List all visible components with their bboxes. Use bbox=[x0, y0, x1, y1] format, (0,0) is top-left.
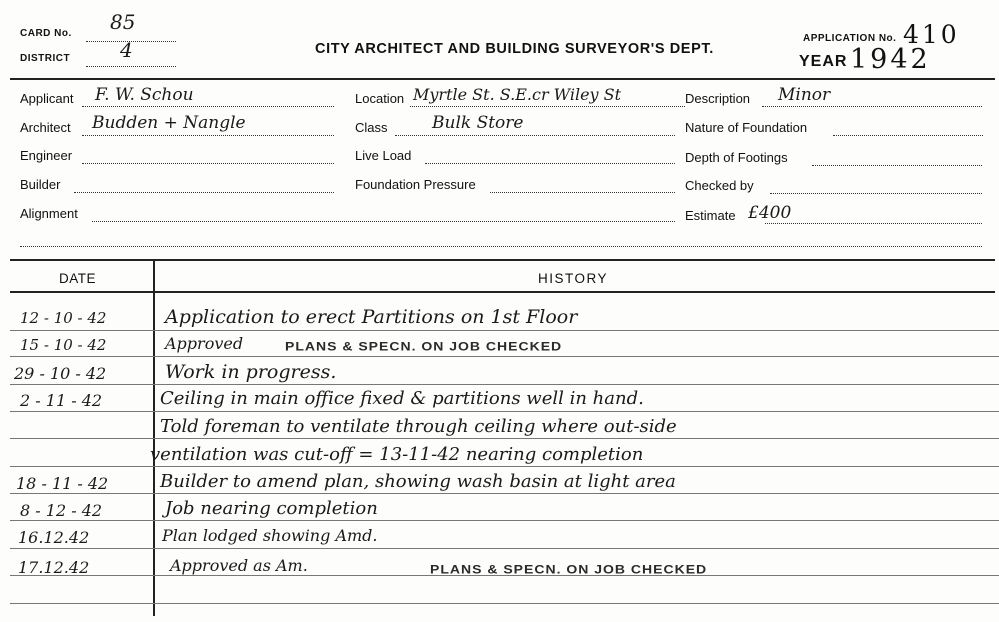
nature-line bbox=[833, 135, 983, 136]
history-date: 8 - 12 - 42 bbox=[20, 501, 103, 520]
estimate-value: £400 bbox=[748, 203, 792, 223]
district-label: DISTRICT bbox=[20, 53, 71, 64]
year-label: YEAR bbox=[799, 53, 848, 70]
liveload-line bbox=[425, 163, 675, 164]
location-line bbox=[410, 106, 685, 107]
engineer-label: Engineer bbox=[20, 148, 73, 163]
district-line bbox=[86, 66, 176, 67]
class-label: Class bbox=[355, 120, 388, 135]
ruled-line bbox=[10, 438, 999, 439]
depth-line bbox=[812, 165, 982, 166]
header-divider bbox=[10, 78, 995, 80]
dept-title: CITY ARCHITECT AND BUILDING SURVEYOR'S DEPT. bbox=[315, 41, 714, 57]
ruled-line bbox=[10, 520, 999, 521]
district-value: 4 bbox=[120, 38, 133, 62]
history-entry: Plan lodged showing Amd. bbox=[162, 526, 378, 545]
checked-label: Checked by bbox=[685, 178, 754, 193]
history-header: HISTORY bbox=[538, 271, 609, 286]
history-date: 2 - 11 - 42 bbox=[20, 391, 103, 410]
applicant-value: F. W. Schou bbox=[95, 85, 194, 105]
location-label: Location bbox=[355, 91, 405, 106]
checked-line bbox=[770, 193, 982, 194]
class-value: Bulk Store bbox=[432, 113, 524, 133]
table-header-divider bbox=[10, 291, 995, 293]
alignment-line bbox=[92, 221, 675, 222]
applicant-label: Applicant bbox=[20, 91, 74, 106]
card-no-value: 85 bbox=[110, 10, 136, 34]
engineer-line bbox=[82, 163, 334, 164]
estimate-label: Estimate bbox=[685, 208, 736, 223]
history-entry: Approved as Am. bbox=[170, 556, 308, 575]
history-entry: Application to erect Partitions on 1st Floor bbox=[165, 306, 578, 328]
application-number: 410 bbox=[903, 20, 960, 49]
ruled-line bbox=[10, 356, 999, 357]
history-entry: Builder to amend plan, showing wash basin at light area bbox=[160, 471, 676, 492]
ruled-line bbox=[10, 603, 999, 604]
architect-value: Budden + Nangle bbox=[92, 113, 246, 133]
ruled-line bbox=[10, 493, 999, 494]
nature-label: Nature of Foundation bbox=[685, 120, 808, 135]
architect-label: Architect bbox=[20, 120, 71, 135]
class-line bbox=[395, 135, 675, 136]
builder-line bbox=[74, 192, 334, 193]
spare-line bbox=[20, 246, 982, 247]
history-date: 15 - 10 - 42 bbox=[20, 336, 107, 354]
description-value: Minor bbox=[778, 85, 831, 105]
history-entry: Told foreman to ventilate through ceiling where out-side bbox=[160, 416, 677, 437]
description-label: Description bbox=[685, 91, 751, 106]
ruled-line bbox=[10, 384, 999, 385]
builder-label: Builder bbox=[20, 177, 61, 192]
history-date: 12 - 10 - 42 bbox=[20, 309, 107, 327]
liveload-label: Live Load bbox=[355, 148, 412, 163]
foundation-pressure-line bbox=[490, 192, 675, 193]
location-value: Myrtle St. S.E.cr Wiley St bbox=[413, 85, 622, 104]
estimate-line bbox=[765, 223, 982, 224]
ruled-line bbox=[10, 411, 999, 412]
application-label: APPLICATION No. bbox=[803, 33, 897, 44]
description-line bbox=[762, 106, 982, 107]
history-entry: Ceiling in main office fixed & partitions well in hand. bbox=[160, 388, 644, 409]
depth-label: Depth of Footings bbox=[685, 150, 788, 165]
plans-checked-stamp: PLANS & SPECN. ON JOB CHECKED bbox=[285, 339, 563, 353]
ruled-line bbox=[10, 330, 999, 331]
history-entry: Job nearing completion bbox=[165, 498, 378, 519]
date-header: DATE bbox=[59, 271, 97, 286]
foundation-pressure-label: Foundation Pressure bbox=[355, 177, 476, 192]
history-entry: Work in progress. bbox=[165, 361, 337, 383]
applicant-line bbox=[82, 106, 334, 107]
history-date: 16.12.42 bbox=[18, 528, 90, 547]
history-date: 18 - 11 - 42 bbox=[16, 474, 109, 493]
ruled-line bbox=[10, 466, 999, 467]
history-date: 17.12.42 bbox=[18, 558, 90, 577]
year-value: 1942 bbox=[850, 44, 931, 75]
plans-checked-stamp: PLANS & SPECN. ON JOB CHECKED bbox=[430, 562, 708, 576]
fields-divider bbox=[10, 259, 995, 261]
ruled-line bbox=[10, 548, 999, 549]
history-date: 29 - 10 - 42 bbox=[14, 364, 107, 383]
architect-line bbox=[82, 135, 334, 136]
card-no-label: CARD No. bbox=[20, 28, 72, 39]
history-entry: Approved bbox=[165, 334, 244, 353]
history-entry: ventilation was cut-off = 13-11-42 nearing completion bbox=[150, 444, 644, 465]
alignment-label: Alignment bbox=[20, 206, 78, 221]
